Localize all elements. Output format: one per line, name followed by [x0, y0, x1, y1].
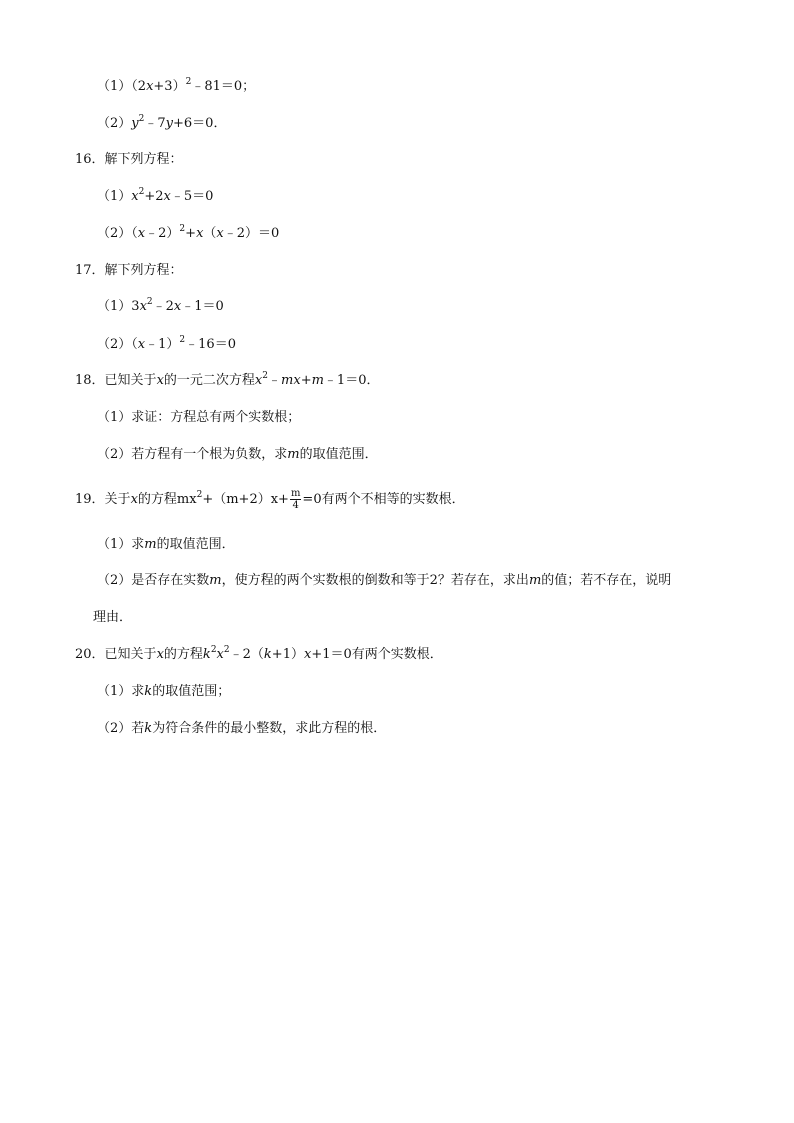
problem-20-part-2: （2）若k为符合条件的最小整数，求此方程的根． — [97, 721, 387, 736]
problem-19-stem: 19．关于x的方程$mx^2+(m+2)x+$ $\frac{m}{4}$ =0有两个不相等的实数根． — [75, 488, 465, 511]
problem-20-part-1: （1）求k的取值范围； — [97, 684, 231, 699]
problem-17-part-2: （2）（x﹣1）$^2$﹣16＝0 — [97, 335, 236, 352]
problem-19-part-2-continuation: 理由． — [93, 610, 133, 625]
part-label: （1） — [97, 410, 132, 425]
part-label: （1） — [97, 79, 132, 94]
problem-number: 19． — [75, 492, 105, 507]
part-label: （1） — [97, 684, 132, 699]
problem-17-stem: 17．解下列方程： — [75, 263, 183, 278]
part-label: （2） — [97, 337, 132, 352]
problem-number: 18． — [75, 373, 105, 388]
fraction-m-over-4: $\frac{m}{4}$ — [290, 488, 301, 511]
problem-number: 17． — [75, 263, 105, 278]
problem-15-part-2: $(2)y^2﹣7y+6=0$． — [97, 114, 227, 131]
problem-18-part-1: （1）求证：方程总有两个实数根； — [97, 410, 301, 425]
part-label: （2） — [97, 721, 132, 736]
part-label: （2） — [97, 573, 132, 588]
problem-number: 20． — [75, 647, 105, 662]
problem-20-stem: 20．已知关于x的方程$k^2x^2﹣2(k+1)x+1=0$有两个实数根． — [75, 645, 443, 662]
problem-19-part-1: （1）求m的取值范围． — [97, 537, 235, 552]
problem-16-part-2: （2）（x﹣2）$^2$+x（x﹣2）＝0 — [97, 224, 280, 241]
part-label: （2） — [97, 226, 132, 241]
part-label: （1） — [97, 537, 132, 552]
part-label: （2） — [97, 116, 132, 131]
equation: $mx^2+(m+2)x+$ $\frac{m}{4}$ =0 — [176, 488, 322, 511]
problem-17-part-1: $(1)3x^2﹣2x﹣1=0$ — [97, 297, 224, 314]
part-label: （1） — [97, 299, 132, 314]
problem-15-part-1: $(1)(2x+3)^2﹣81=0$； — [97, 77, 256, 94]
part-label: （1） — [97, 189, 132, 204]
part-label: （2） — [97, 447, 132, 462]
problem-18-stem: 18．已知关于x的一元二次方程$x^2﹣mx+m﹣1=0$． — [75, 371, 380, 388]
problem-19-part-2: （2）是否存在实数m，使方程的两个实数根的倒数和等于2？若存在，求出m的值；若不存在，说明 — [97, 573, 672, 588]
problem-16-stem: 16．解下列方程： — [75, 152, 183, 167]
problem-18-part-2: （2）若方程有一个根为负数，求m的取值范围． — [97, 447, 378, 462]
problem-number: 16． — [75, 152, 105, 167]
problem-16-part-1: $(1)x^2+2x﹣5=0$ — [97, 187, 214, 204]
